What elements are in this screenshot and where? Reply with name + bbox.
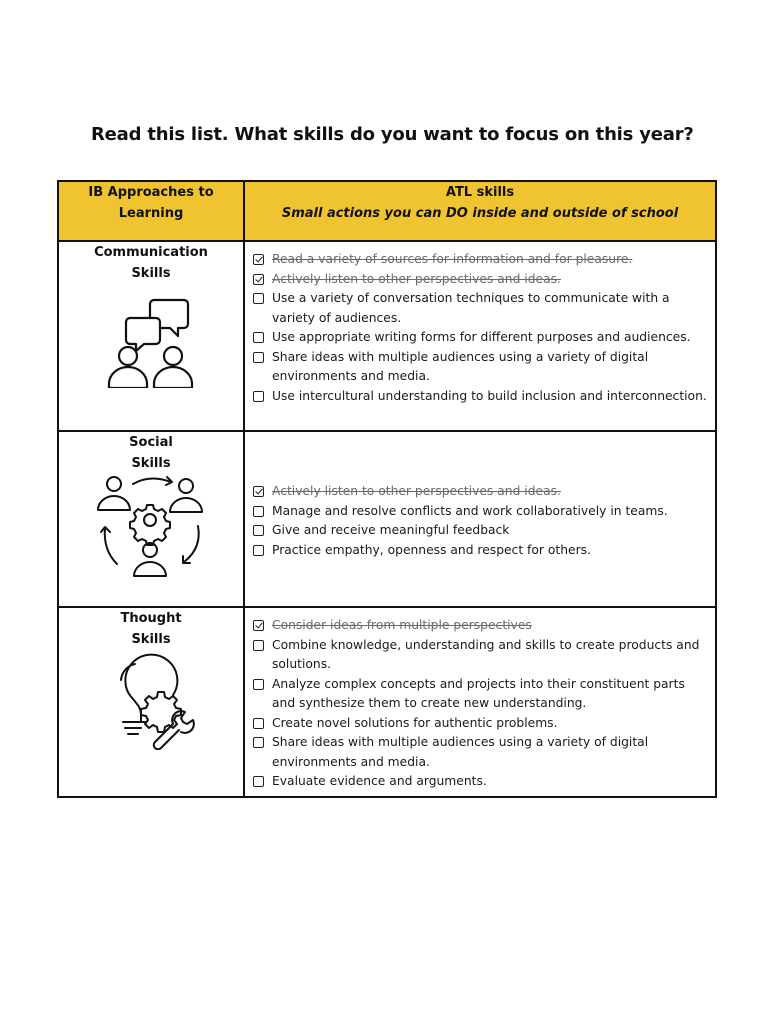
list-item[interactable]: [253, 250, 707, 270]
item-text: Combine knowledge, understanding and skills to create products and solutions.: [272, 637, 700, 671]
skill-name-line1: Communication: [94, 245, 208, 260]
checkbox[interactable]: [253, 391, 264, 402]
checkbox[interactable]: [253, 776, 264, 787]
item-text: Share ideas with multiple audiences using a variety of digital environments and media.: [272, 735, 649, 769]
list-item[interactable]: [253, 714, 707, 734]
list-item[interactable]: [253, 482, 707, 502]
checkbox[interactable]: [253, 640, 264, 651]
team-cycle-gear-icon: [95, 474, 207, 582]
checklist-communication: [245, 242, 715, 406]
header-atl-title: ATL skills: [445, 185, 515, 200]
page-heading: Read this list. What skills do you want to focus on this year?: [91, 124, 694, 145]
skill-actions-communication: [244, 241, 716, 431]
lightbulb-gear-icon: [101, 650, 201, 750]
checkbox[interactable]: [253, 332, 264, 343]
list-item[interactable]: [253, 772, 707, 792]
skill-name-line1: Thought: [120, 611, 182, 626]
skill-actions-thought: [244, 607, 716, 797]
checklist-social: [245, 432, 715, 560]
item-text: Manage and resolve conflicts and work collaboratively in teams.: [272, 503, 668, 518]
table-row-social: [58, 431, 716, 607]
checkbox[interactable]: [253, 679, 264, 690]
atl-skills-table: [57, 180, 717, 798]
item-text: Use appropriate writing forms for different purposes and audiences.: [272, 330, 691, 344]
list-item[interactable]: [253, 521, 707, 541]
table-row-thought: [58, 607, 716, 797]
list-item[interactable]: [253, 348, 707, 387]
table-row-communication: [58, 241, 716, 431]
item-text: Actively listen to other perspectives and ideas.: [272, 484, 561, 498]
checkbox[interactable]: [253, 506, 264, 517]
skill-cell-communication: [58, 241, 244, 431]
table-header-row: [58, 181, 716, 241]
item-text: Use a variety of conversation techniques to communicate with a variety of audiences.: [272, 291, 670, 325]
checkbox[interactable]: [253, 718, 264, 729]
item-text: Analyze complex concepts and projects into their constituent parts and synthesize them to create new understanding.: [272, 676, 685, 710]
item-text: Consider ideas from multiple perspectives: [272, 618, 532, 632]
list-item[interactable]: [253, 675, 707, 714]
item-text: Give and receive meaningful feedback: [272, 523, 510, 537]
skill-name-line2: Skills: [131, 266, 171, 281]
skill-cell-social: [58, 431, 244, 607]
checkbox-checked[interactable]: [253, 254, 264, 265]
header-approaches: IB Approaches to Learning: [58, 181, 244, 241]
list-item[interactable]: [253, 502, 707, 522]
header-atl-skills: [244, 181, 716, 241]
list-item[interactable]: [253, 387, 707, 407]
checkbox[interactable]: [253, 352, 264, 363]
checklist-thought: [245, 608, 715, 792]
item-text: Create novel solutions for authentic problems.: [272, 715, 558, 730]
list-item[interactable]: [253, 289, 707, 328]
list-item[interactable]: [253, 616, 707, 636]
skill-cell-thought: [58, 607, 244, 797]
item-text: Use intercultural understanding to build inclusion and interconnection.: [272, 388, 707, 403]
list-item[interactable]: [253, 270, 707, 290]
checkbox-checked[interactable]: [253, 486, 264, 497]
skill-actions-social: [244, 431, 716, 607]
checkbox-checked[interactable]: [253, 620, 264, 631]
header-atl-subtitle: Small actions you can DO inside and outside of school: [281, 206, 679, 221]
item-text: Practice empathy, openness and respect for others.: [272, 542, 591, 557]
checkbox[interactable]: [253, 737, 264, 748]
people-chat-icon: [96, 284, 206, 388]
item-text: Evaluate evidence and arguments.: [272, 774, 487, 788]
skill-name-line1: Social: [129, 435, 173, 450]
item-text: Read a variety of sources for information and for pleasure.: [272, 252, 633, 266]
skill-name-line2: Skills: [131, 456, 171, 471]
item-text: Actively listen to other perspectives and ideas.: [272, 271, 561, 286]
list-item[interactable]: [253, 328, 707, 348]
checkbox[interactable]: [253, 525, 264, 536]
checkbox[interactable]: [253, 293, 264, 304]
skill-name-line2: Skills: [131, 632, 171, 647]
list-item[interactable]: [253, 541, 707, 561]
checkbox-checked[interactable]: [253, 274, 264, 285]
list-item[interactable]: [253, 636, 707, 675]
checkbox[interactable]: [253, 545, 264, 556]
item-text: Share ideas with multiple audiences using a variety of digital environments and media.: [272, 349, 649, 383]
list-item[interactable]: [253, 733, 707, 772]
